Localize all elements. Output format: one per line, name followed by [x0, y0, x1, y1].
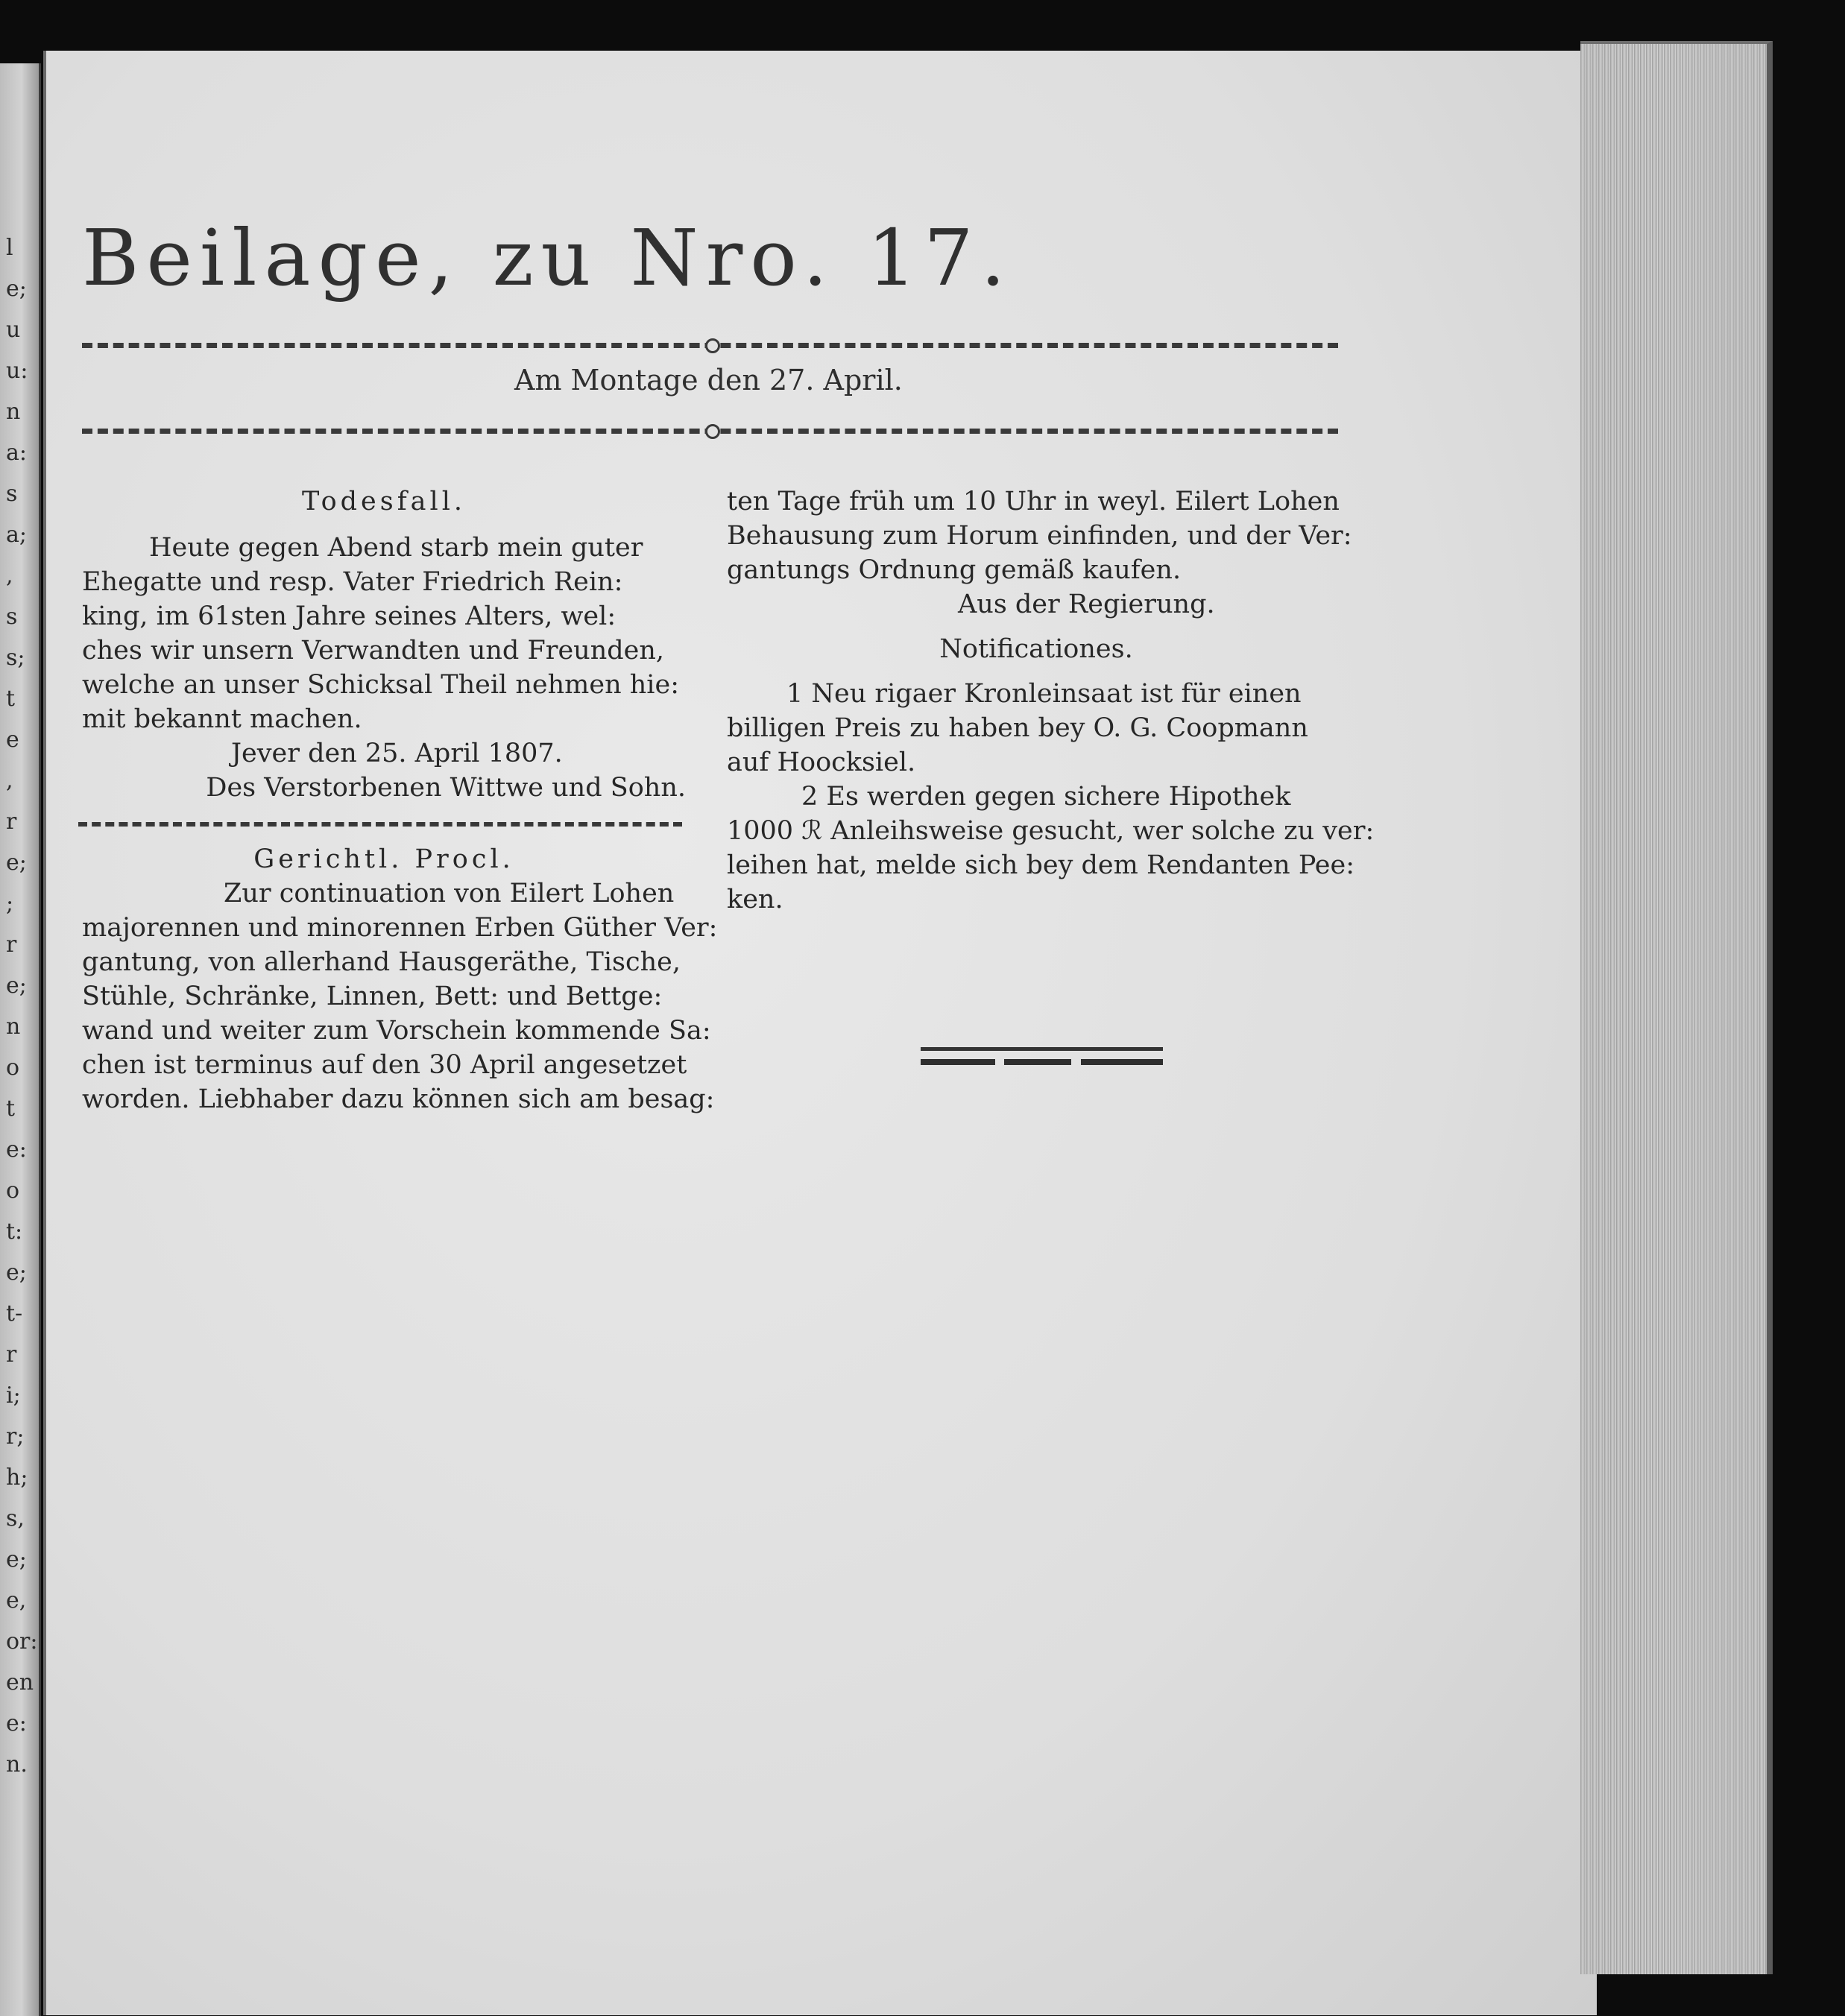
margin-glyph: o: [6, 1055, 20, 1081]
page-title: Beilage, zu Nro. 17.: [82, 212, 1013, 303]
margin-glyph: r: [6, 1342, 17, 1368]
margin-glyph: ,: [6, 768, 13, 794]
rule-ornament-knot: [705, 338, 720, 353]
margin-glyph: en: [6, 1669, 34, 1696]
section-heading-gerichtl-procl: Gerichtl. Procl.: [253, 844, 514, 874]
margin-glyph: u: [6, 317, 21, 343]
margin-glyph: ;: [6, 891, 14, 917]
margin-glyph: e;: [6, 850, 27, 876]
left-page-edge: [0, 63, 41, 2016]
text-line: Stühle, Schränke, Linnen, Bett: und Bettge:: [82, 982, 663, 1011]
margin-glyph: ,: [6, 563, 13, 589]
margin-glyph: e;: [6, 276, 27, 302]
margin-glyph: s;: [6, 645, 25, 671]
text-line: gantung, von allerhand Hausgeräthe, Tische,: [82, 947, 681, 977]
text-line: Behausung zum Horum einfinden, und der Ver:: [727, 521, 1352, 551]
text-line: gantungs Ordnung gemäß kaufen.: [727, 555, 1182, 585]
issuer-line: Aus der Regierung.: [958, 590, 1215, 619]
margin-glyph: r: [6, 809, 17, 835]
text-line: 2 Es werden gegen sichere Hipothek: [801, 782, 1291, 812]
margin-glyph: e: [6, 727, 19, 753]
text-line: Ehegatte und resp. Vater Friedrich Rein:: [82, 567, 623, 597]
margin-glyph: i;: [6, 1383, 21, 1409]
text-line: welche an unser Schicksal Theil nehmen hie:: [82, 670, 679, 700]
text-line: Zur continuation von Eilert Lohen: [224, 879, 675, 909]
signature: Des Verstorbenen Wittwe und Sohn.: [206, 773, 686, 803]
margin-glyph: n: [6, 399, 21, 425]
margin-glyph: e;: [6, 1260, 27, 1286]
margin-glyph: o: [6, 1178, 20, 1204]
header-rule-top: [82, 343, 1338, 348]
text-line: 1 Neu rigaer Kronleinsaat ist für einen: [786, 679, 1302, 709]
header-rule-bottom: [82, 429, 1338, 434]
margin-glyph: n.: [6, 1751, 28, 1778]
section-heading-todesfall: Todesfall.: [301, 487, 467, 516]
text-line: auf Hoocksiel.: [727, 748, 916, 777]
text-line: ches wir unsern Verwandten und Freunden,: [82, 636, 665, 666]
book-page-stack: [1580, 41, 1773, 1974]
margin-glyph: e;: [6, 1546, 27, 1573]
margin-glyph: s: [6, 604, 18, 630]
column-right: [727, 484, 1375, 917]
margin-glyph: e;: [6, 973, 27, 999]
column-left: [82, 484, 686, 805]
margin-glyph: l: [6, 235, 13, 261]
margin-glyph: t-: [6, 1301, 23, 1327]
margin-glyph: t:: [6, 1219, 23, 1245]
margin-glyph: h;: [6, 1464, 28, 1491]
margin-glyph: t: [6, 686, 16, 712]
text-line: wand und weiter zum Vorschein kommende Sa:: [82, 1016, 711, 1046]
margin-glyph: r: [6, 932, 17, 958]
margin-glyph: e,: [6, 1587, 27, 1614]
text-line: chen ist terminus auf den 30 April angesetzet: [82, 1050, 687, 1080]
margin-glyph: e:: [6, 1710, 27, 1737]
text-line: majorennen und minorennen Erben Güther Ver:: [82, 913, 718, 943]
text-line: mit bekannt machen.: [82, 704, 362, 734]
margin-glyph: n: [6, 1014, 21, 1040]
dateline: Am Montage den 27. April.: [514, 364, 903, 396]
margin-glyph: e:: [6, 1137, 27, 1163]
text-line: billigen Preis zu haben bey O. G. Coopmann: [727, 713, 1308, 743]
margin-glyph: a;: [6, 522, 27, 548]
column-divider-rule: [78, 822, 682, 827]
text-line: ten Tage früh um 10 Uhr in weyl. Eilert Lohen: [727, 487, 1340, 516]
place-date: Jever den 25. April 1807.: [231, 739, 563, 768]
text-line: worden. Liebhaber dazu können sich am besag:: [82, 1084, 715, 1114]
margin-glyph: a:: [6, 440, 27, 466]
text-line: 1000 ℛ Anleihsweise gesucht, wer solche zu ver:: [727, 816, 1375, 846]
margin-glyph: s,: [6, 1505, 25, 1532]
margin-glyph: u:: [6, 358, 28, 384]
margin-glyph: s: [6, 481, 18, 507]
text-line: Heute gegen Abend starb mein guter: [149, 533, 643, 563]
margin-glyph: or:: [6, 1628, 38, 1655]
closing-ornament-rule: [921, 1047, 1163, 1068]
margin-glyph: t: [6, 1096, 16, 1122]
text-line: king, im 61sten Jahre seines Alters, wel:: [82, 601, 616, 631]
rule-ornament-knot: [705, 424, 720, 439]
margin-glyph: r;: [6, 1423, 25, 1450]
left-page-margin-text: [6, 227, 38, 1785]
text-line: ken.: [727, 885, 783, 914]
section-heading-notificationes: Notificationes.: [939, 634, 1133, 664]
column-left-lower: [82, 842, 718, 1116]
text-line: leihen hat, melde sich bey dem Rendanten Pee:: [727, 850, 1355, 880]
